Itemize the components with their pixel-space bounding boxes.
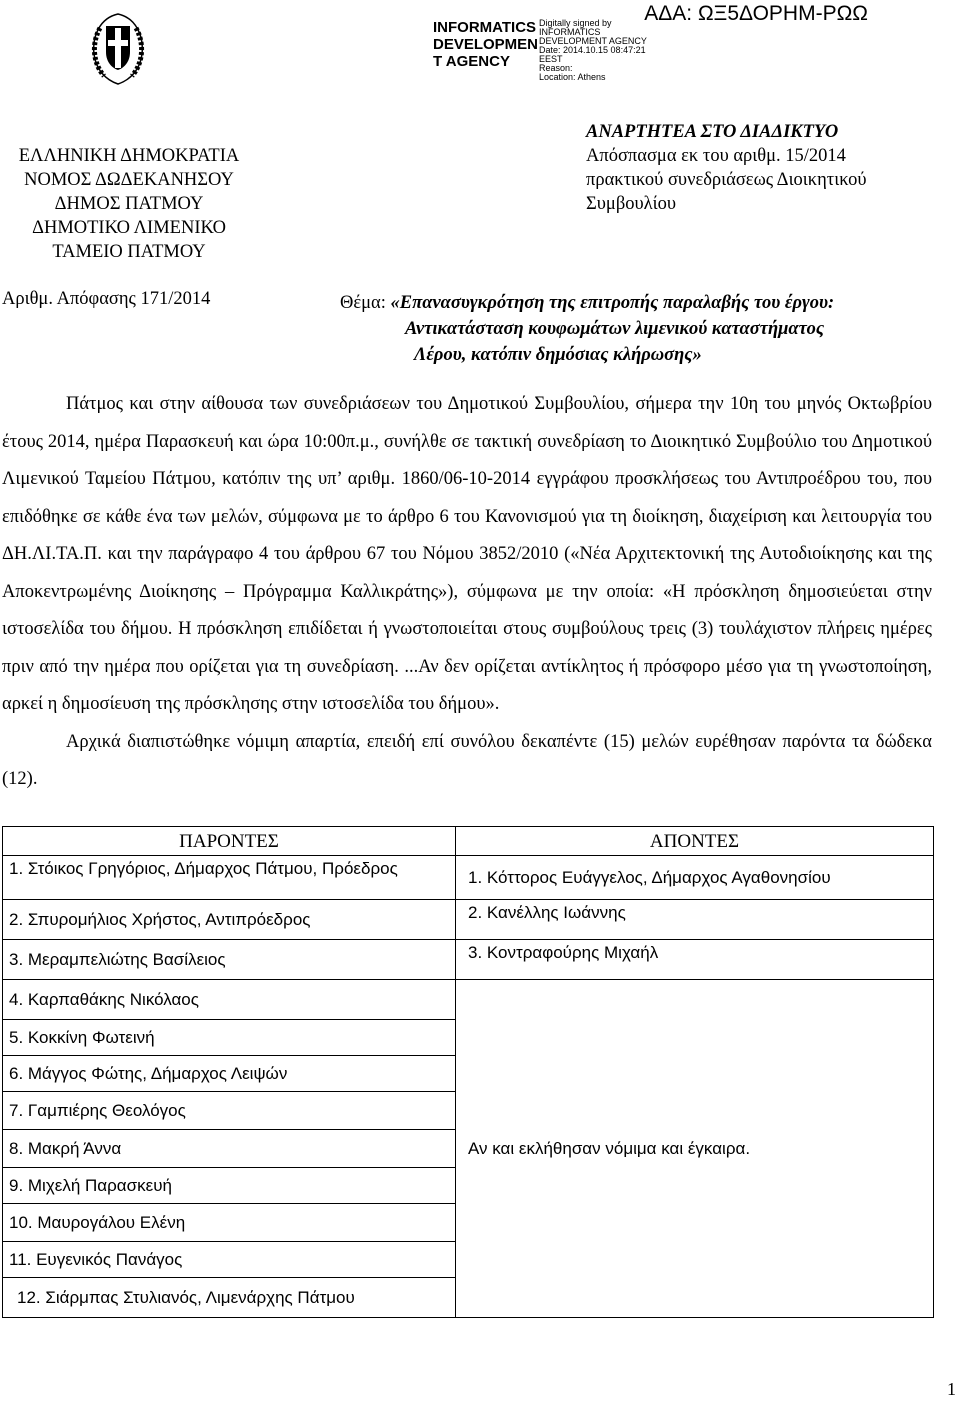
signature-line: Location: Athens	[539, 72, 606, 82]
issuer-line: ΝΟΜΟΣ ΔΩΔΕΚΑΝΗΣΟΥ	[24, 170, 234, 190]
document-body	[2, 386, 932, 799]
absent-member: 2. Κανέλλης Ιωάννης	[456, 900, 934, 940]
signature-line: INFORMATICS	[539, 27, 601, 37]
absent-note: Αν και εκλήθησαν νόμιμα και έγκαιρα.	[456, 980, 934, 1318]
present-member: 10. Μαυρογάλου Ελένη	[3, 1204, 456, 1242]
present-header: ΠΑΡΟΝΤΕΣ	[3, 827, 456, 856]
subject-line: Λέρου, κατόπιν δημόσιας κλήρωσης»	[414, 345, 702, 365]
attendance-table	[2, 826, 934, 1318]
absent-member: 3. Κοντραφούρης Μιχαήλ	[456, 940, 934, 980]
decision-number: Αριθμ. Απόφασης 171/2014	[2, 289, 211, 309]
greek-emblem-icon	[82, 8, 154, 88]
absent-member: 1. Κόττορος Ευάγγελος, Δήμαρχος Αγαθονησίου	[456, 856, 934, 900]
issuer-block	[0, 144, 258, 264]
body-paragraph: Αρχικά διαπιστώθηκε νόμιμη απαρτία, επειδή επί συνόλου δεκαπέντε (15) μελών ευρέθησαν παρόντα τα δώδεκα (12).	[2, 731, 932, 789]
signer-name: INFORMATICS DEVELOPMEN T AGENCY	[433, 19, 539, 70]
ada-code: ΑΔΑ: ΩΞ5ΔΟΡΗΜ-ΡΩΩ	[644, 2, 868, 25]
publication-line: πρακτικού συνεδριάσεως Διοικητικού	[586, 170, 867, 190]
subject-line: Αντικατάσταση κουφωμάτων λιμενικού καταστήματος	[405, 319, 825, 339]
present-member: 12. Σιάρμπας Στυλιανός, Λιμενάρχης Πάτμου	[3, 1278, 456, 1318]
publication-title: ΑΝΑΡΤΗΤΕΑ ΣΤΟ ΔΙΑΔΙΚΤΥΟ	[586, 122, 839, 142]
issuer-line: ΕΛΛΗΝΙΚΗ ΔΗΜΟΚΡΑΤΙΑ	[18, 146, 240, 166]
signature-line: Digitally signed by	[539, 18, 612, 28]
absent-header: ΑΠΟΝΤΕΣ	[456, 827, 934, 856]
present-member: 6. Μάγγος Φώτης, Δήμαρχος Λειψών	[3, 1056, 456, 1092]
publication-block	[586, 120, 867, 216]
present-member: 3. Μεραμπελιώτης Βασίλειος	[3, 940, 456, 980]
signature-line: EEST	[539, 54, 563, 64]
present-member: 9. Μιχελή Παρασκευή	[3, 1168, 456, 1204]
signature-line: Reason:	[539, 63, 573, 73]
present-member: 11. Ευγενικός Πανάγος	[3, 1242, 456, 1278]
present-member: 5. Κοκκίνη Φωτεινή	[3, 1020, 456, 1056]
present-member: 4. Καρπαθάκης Νικόλαος	[3, 980, 456, 1020]
issuer-line: ΤΑΜΕΙΟ ΠΑΤΜΟΥ	[52, 242, 206, 262]
signature-line: DEVELOPMENT AGENCY	[539, 36, 647, 46]
issuer-line: ΔΗΜΟΣ ΠΑΤΜΟΥ	[54, 194, 204, 214]
publication-line: Απόσπασμα εκ του αριθμ. 15/2014	[586, 146, 846, 166]
signature-line: Date: 2014.10.15 08:47:21	[539, 45, 646, 55]
subject-line: «Επανασυγκρότηση της επιτροπής παραλαβής του έργου:	[390, 293, 835, 313]
publication-line: Συμβουλίου	[586, 194, 677, 214]
subject-block	[340, 290, 960, 368]
body-paragraph: Πάτμος και στην αίθουσα των συνεδριάσεων του Δημοτικού Συμβουλίου, σήμερα την 10η του μηνός Οκτωβρίου έτους 2014, ημέρα Παρασκευή και ώρα 10:00π.μ., συνήλθε σε τακτική συνεδρίαση το Διοικητικό Συμβούλιο του Δημοτικού Λιμενικού Ταμείου Πάτμου, κατόπιν της υπ’ αριθμ. 1860/06-10-2014 εγγράφου προσκλήσεως του Αντιπροέδρου του, που επιδόθηκε σε κάθε ένα των μελών, σύμφωνα με το άρθρο 6 του Κανονισμού για τη διοίκηση, διαχείριση και λειτουργία του ΔΗ.ΛΙ.ΤΑ.Π. και την παράγραφο 4 του άρθρου 67 του Νόμου 3852/2010 («Νέα Αρχιτεκτονική της Αυτοδιοίκησης και της Αποκεντρωμένης Διοίκησης – Πρόγραμμα Καλλικράτης»), σύμφωνα με την οποία: «Η πρόσκληση δημοσιεύεται στην ιστοσελίδα του δήμου. Η πρόσκληση επιδίδεται ή γνωστοποιείται στους συμβούλους τρεις (3) τουλάχιστον πλήρεις ημέρες πριν από την ημέρα που ορίζεται για τη συνεδρίαση. ...Αν δεν ορίζεται αντίκλητος ή πρόσφορο μέσο για τη γνωστοποίηση, αρκεί η δημοσίευση της πρόσκλησης στην ιστοσελίδα του δήμου».	[2, 394, 932, 714]
present-member: 7. Γαμπιέρης Θεολόγος	[3, 1092, 456, 1130]
present-member: 8. Μακρή Άννα	[3, 1130, 456, 1168]
page-number: 1	[947, 1379, 956, 1399]
issuer-line: ΔΗΜΟΤΙΚΟ ΛΙΜΕΝΙΚΟ	[32, 218, 226, 238]
subject-prefix: Θέμα:	[340, 293, 391, 313]
present-member: 1. Στόικος Γρηγόριος, Δήμαρχος Πάτμου, Πρόεδρος	[3, 856, 456, 900]
present-member: 2. Σπυρομήλιος Χρήστος, Αντιπρόεδρος	[3, 900, 456, 940]
signature-details	[539, 19, 689, 82]
